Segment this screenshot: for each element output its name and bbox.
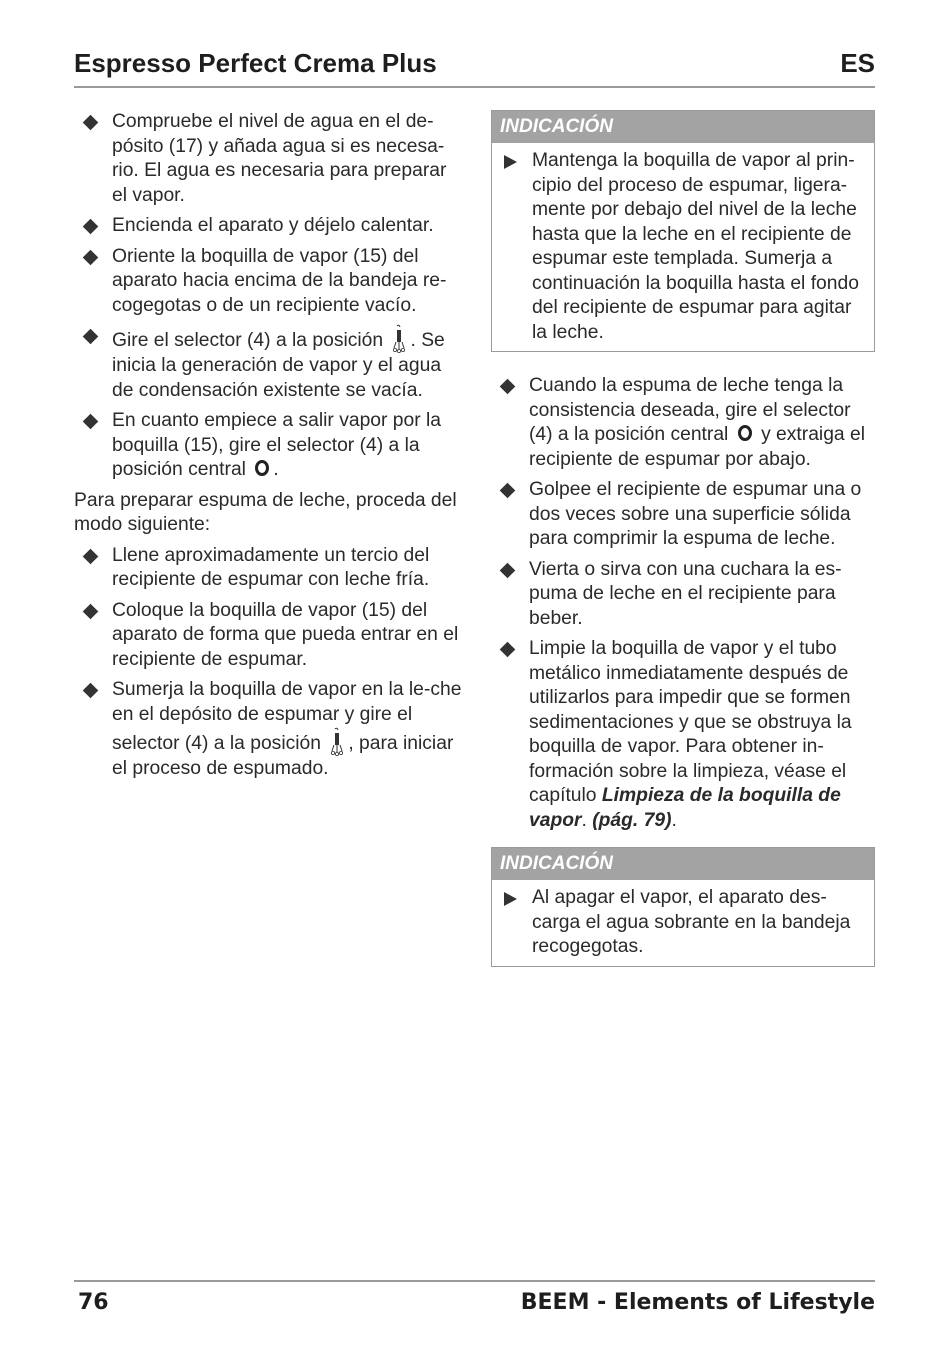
list-item: Sumerja la boquilla de vapor en la le-che en el depósito de espumar y gire el selector (4) a la posición , para iniciar el proceso de espumado. — [74, 678, 462, 782]
list-item: Encienda el aparato y déjelo calentar. — [74, 214, 462, 239]
chapter-reference: Limpieza de la boquilla de vapor — [529, 785, 841, 831]
list-item: Oriente la boquilla de vapor (15) del aparato hacia encima de la bandeja re-cogegotas o de un recipiente vacío. — [74, 245, 462, 319]
list-item: Coloque la boquilla de vapor (15) del aparato de forma que pueda entrar en el recipiente de espumar. — [74, 599, 462, 673]
diamond-bullet-icon — [83, 219, 99, 235]
diamond-bullet-icon — [500, 642, 516, 658]
note-box — [491, 847, 875, 967]
paragraph: Para preparar espuma de leche, proceda del modo siguiente: — [74, 489, 457, 535]
diamond-bullet-icon — [500, 483, 516, 499]
list-item: Compruebe el nivel de agua en el de-pósito (17) y añada agua si es necesa-rio. El agua es necesaria para preparar el vapor. — [74, 110, 462, 208]
steam-position-icon — [329, 727, 345, 757]
list-item: Limpie la boquilla de vapor y el tubo metálico inmediatamente después de utilizarlos para impedir que se formen sedimentaciones y que se obstruya la boquilla de vapor. Para obtener in-formación sobre la limpieza, véase el capítulo Limpieza de la boquilla de vapor. (pág. 79). — [491, 637, 875, 833]
page-header — [74, 46, 875, 88]
arrow-bullet-icon — [504, 155, 517, 169]
diamond-bullet-icon — [83, 329, 99, 345]
note-heading: INDICACIÓN — [492, 111, 874, 143]
note-heading: INDICACIÓN — [492, 848, 874, 880]
list-item: Gire el selector (4) a la posición . Se inicia la generación de vapor y el agua de condensación existente se vacía. — [74, 324, 462, 403]
note-text: Mantenga la boquilla de vapor al prin-cipio del proceso de espumar, ligera-mente por debajo del nivel de la leche hasta que la leche en el recipiente de espumar este templada. Sumerja a continuación la boquilla hasta el fondo del recipiente de espumar para agitar la leche. — [532, 150, 859, 343]
diamond-bullet-icon — [83, 603, 99, 619]
diamond-bullet-icon — [83, 115, 99, 131]
note-text: Al apagar el vapor, el aparato des-carga el agua sobrante en la bandeja recogegotas. — [532, 887, 851, 957]
diamond-bullet-icon — [83, 683, 99, 699]
arrow-bullet-icon — [504, 892, 517, 906]
diamond-bullet-icon — [83, 414, 99, 430]
list-item: En cuanto empiece a salir vapor por la boquilla (15), gire el selector (4) a la posición central . — [74, 409, 462, 483]
page-number: 76 — [78, 1290, 109, 1315]
diamond-bullet-icon — [83, 249, 99, 265]
language-code: ES — [840, 48, 875, 78]
page-reference: (pág. 79) — [592, 809, 672, 831]
steam-position-icon — [391, 324, 407, 354]
central-position-icon — [254, 459, 270, 477]
list-item: Llene aproximadamente un tercio del recipiente de espumar con leche fría. — [74, 544, 462, 593]
brand-name: BEEM - Elements of Lifestyle — [520, 1290, 875, 1315]
list-item: Cuando la espuma de leche tenga la consistencia deseada, gire el selector (4) a la posición central y extraiga el recipiente de espumar por abajo. — [491, 374, 875, 472]
document-title: Espresso Perfect Crema Plus — [74, 48, 437, 78]
note-box — [491, 110, 875, 352]
right-column — [491, 110, 875, 989]
page-footer — [74, 1280, 875, 1322]
diamond-bullet-icon — [500, 562, 516, 578]
diamond-bullet-icon — [500, 379, 516, 395]
list-item: Vierta o sirva con una cuchara la es-puma de leche en el recipiente para beber. — [491, 558, 875, 632]
central-position-icon — [737, 424, 753, 442]
diamond-bullet-icon — [83, 548, 99, 564]
list-item: Golpee el recipiente de espumar una o dos veces sobre una superficie sólida para comprimir la espuma de leche. — [491, 478, 875, 552]
left-column — [74, 110, 462, 788]
